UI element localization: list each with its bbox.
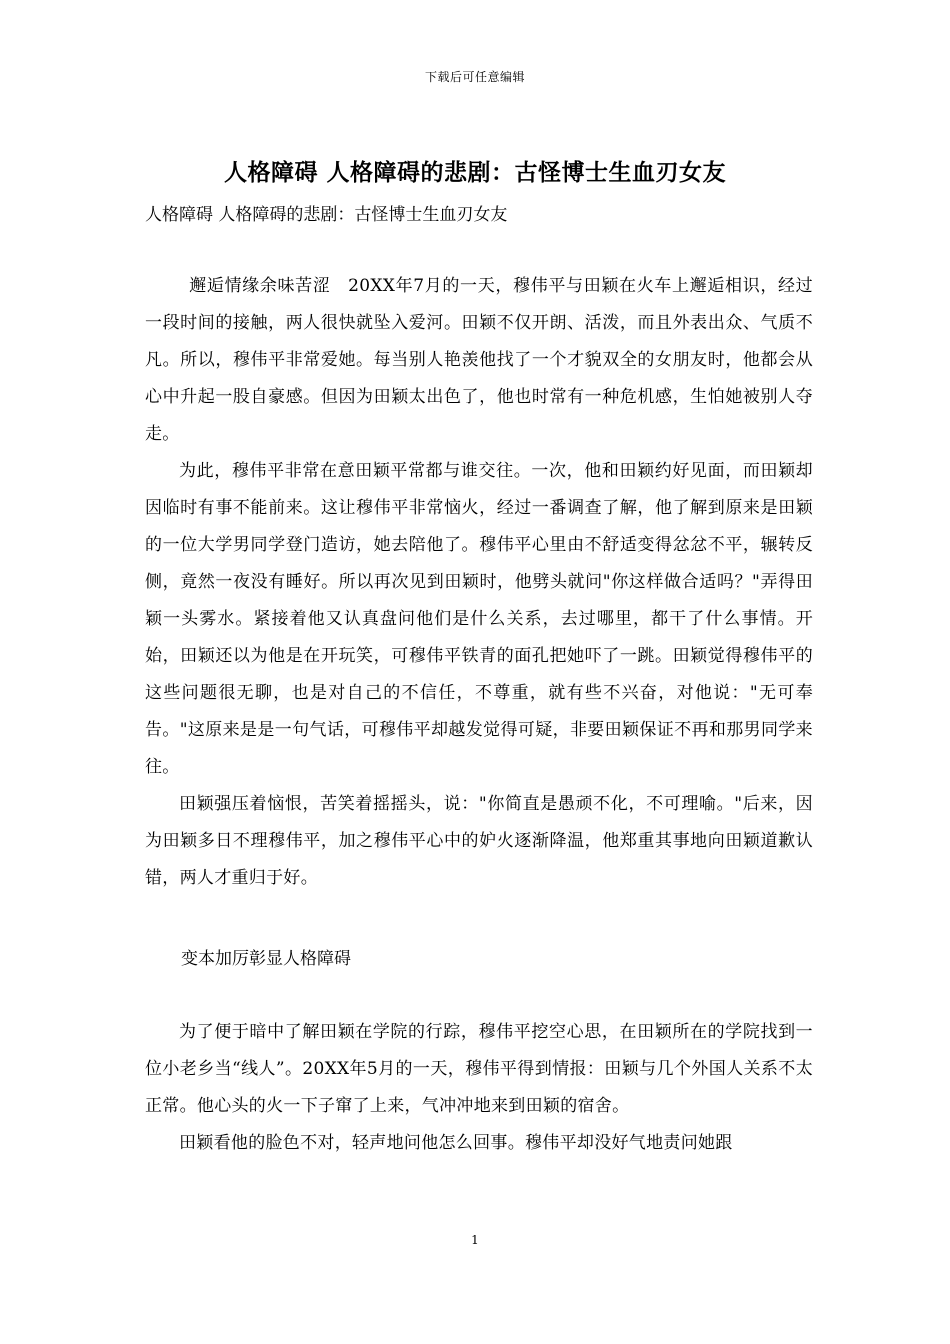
paragraph-1: 邂逅情缘余味苦涩 20XX年7月的一天，穆伟平与田颖在火车上邂逅相识，经过一段时间的接触，两人很快就坠入爱河。田颖不仅开朗、活泼，而且外表出众、气质不凡。所以，穆伟平非常爱她。每当别人艳羡他找了一个才貌双全的女朋友时，他都会从心中升起一股自豪感。但因为田颖太出色了，他也时常有一种危机感，生怕她被别人夺走。 [145, 276, 813, 444]
page-number: 1 [471, 1233, 479, 1247]
section-heading: 变本加厉彰显人格障碍 [181, 949, 351, 969]
document-subtitle: 人格障碍 人格障碍的悲剧：古怪博士生血刃女友 [145, 205, 508, 225]
paragraph-4: 为了便于暗中了解田颖在学院的行踪，穆伟平挖空心思，在田颖所在的学院找到一位小老乡当“线人”。20XX年5月的一天，穆伟平得到情报：田颖与几个外国人关系不太正常。他心头的火一下子窜了上来，气冲冲地来到田颖的宿舍。 [145, 1022, 813, 1116]
paragraph-3: 田颖强压着恼恨，苦笑着摇摇头，说："你简直是愚顽不化，不可理喻。"后来，因为田颖多日不理穆伟平，加之穆伟平心中的妒火逐渐降温，他郑重其事地向田颖道歉认错，两人才重归于好。 [145, 794, 813, 888]
section-2-body [145, 1014, 813, 1162]
section-1-body [145, 268, 813, 897]
paragraph-2: 为此，穆伟平非常在意田颖平常都与谁交往。一次，他和田颖约好见面，而田颖却因临时有事不能前来。这让穆伟平非常恼火，经过一番调查了解，他了解到原来是田颖的一位大学男同学登门造访，她去陪他了。穆伟平心里由不舒适变得忿忿不平，辗转反侧，竟然一夜没有睡好。所以再次见到田颖时，他劈头就问"你这样做合适吗？"弄得田颖一头雾水。紧接着他又认真盘问他们是什么关系，去过哪里，都干了什么事情。开始，田颖还以为他是在开玩笑，可穆伟平铁青的面孔把她吓了一跳。田颖觉得穆伟平的这些问题很无聊，也是对自己的不信任，不尊重，就有些不兴奋，对他说："无可奉告。"这原来是是一句气话，可穆伟平却越发觉得可疑，非要田颖保证不再和那男同学来往。 [145, 461, 813, 777]
header-note: 下载后可任意编辑 [424, 70, 525, 84]
paragraph-5: 田颖看他的脸色不对，轻声地问他怎么回事。穆伟平却没好气地责问她跟 [179, 1133, 733, 1153]
document-title: 人格障碍 人格障碍的悲剧：古怪博士生血刃女友 [223, 159, 726, 186]
